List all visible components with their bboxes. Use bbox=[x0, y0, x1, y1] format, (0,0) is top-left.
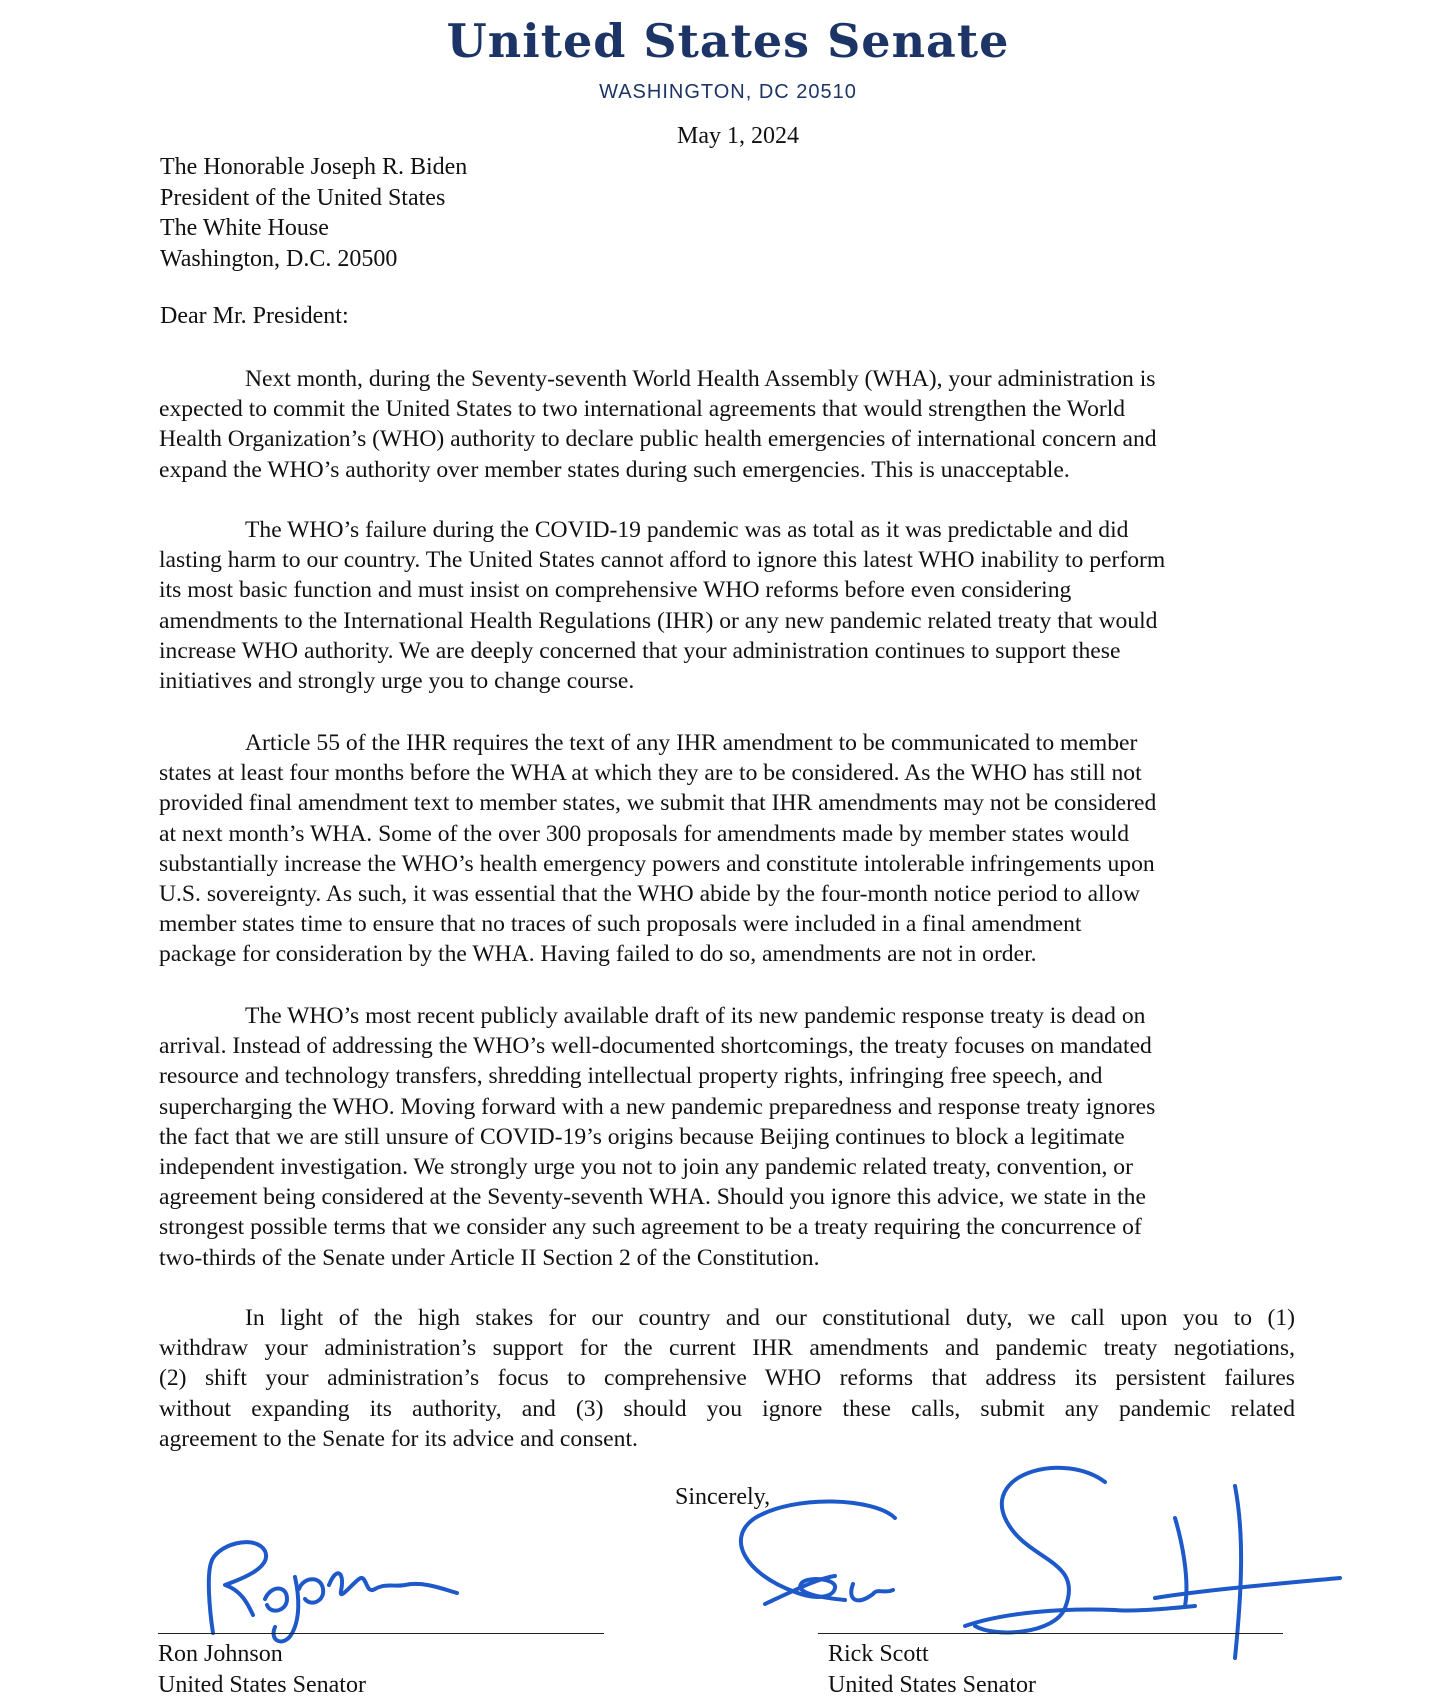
paragraph-line: Health Organization’s (WHO) authority to declare public health emergencies of international concern and bbox=[159, 426, 1157, 453]
paragraph-line: the fact that we are still unsure of COVID-19’s origins because Beijing continues to block a legitimate bbox=[159, 1123, 1125, 1150]
paragraph-line: The WHO’s most recent publicly available draft of its new pandemic response treaty is dead on bbox=[245, 1003, 1146, 1029]
recipient-line: The White House bbox=[160, 215, 329, 241]
recipient-line: President of the United States bbox=[160, 184, 446, 211]
paragraph-line: increase WHO authority. We are deeply concerned that your administration continues to support these bbox=[159, 637, 1121, 664]
salutation: Dear Mr. President: bbox=[160, 303, 349, 329]
paragraph-line: agreement being considered at the Seventy-seventh WHA. Should you ignore this advice, we state in the bbox=[159, 1184, 1146, 1211]
paragraph-line: amendments to the International Health Regulations (IHR) or any new pandemic related treaty that would bbox=[159, 607, 1158, 634]
paragraph-line: substantially increase the WHO’s health emergency powers and constitute intolerable infringements upon bbox=[159, 850, 1155, 877]
paragraph-line: expand the WHO’s authority over member states during such emergencies. This is unacceptable. bbox=[159, 456, 1070, 483]
paragraph-line: resource and technology transfers, shredding intellectual property rights, infringing free speech, and bbox=[159, 1063, 1103, 1090]
recipient-line: The Honorable Joseph R. Biden bbox=[160, 154, 468, 180]
paragraph-line: provided final amendment text to member states, we submit that IHR amendments may not be considered bbox=[159, 790, 1157, 817]
paragraph-line: Next month, during the Seventy-seventh World Health Assembly (WHA), your administration is bbox=[245, 366, 1156, 392]
letterhead-title: United States Senate bbox=[446, 14, 1010, 68]
paragraph-line: U.S. sovereignty. As such, it was essential that the WHO abide by the four-month notice period to allow bbox=[159, 881, 1141, 908]
signer-title: United States Senator bbox=[828, 1671, 1036, 1698]
rick-scott-signature bbox=[735, 1458, 1355, 1668]
signer-name: Ron Johnson bbox=[158, 1641, 283, 1667]
recipient-address bbox=[160, 152, 467, 274]
paragraph-line: Article 55 of the IHR requires the text of any IHR amendment to be communicated to member bbox=[245, 730, 1138, 756]
body-paragraph-5 bbox=[159, 1303, 1295, 1454]
body-paragraph-3 bbox=[159, 728, 1295, 970]
paragraph-line: The WHO’s failure during the COVID-19 pandemic was as total as it was predictable and did bbox=[245, 517, 1129, 543]
signer-block-right bbox=[828, 1639, 1036, 1700]
body-paragraph-2 bbox=[159, 515, 1295, 696]
paragraph-line: strongest possible terms that we consider any such agreement to be a treaty requiring the concurrence of bbox=[159, 1214, 1142, 1241]
paragraph-line: expected to commit the United States to two international agreements that would strengthen the World bbox=[159, 396, 1126, 423]
paragraph-line: package for consideration by the WHA. Having failed to do so, amendments are not in order. bbox=[159, 941, 1037, 968]
paragraph-line: at next month’s WHA. Some of the over 300 proposals for amendments made by member states would bbox=[159, 820, 1129, 847]
signature-line-left bbox=[158, 1633, 604, 1634]
paragraph-line: initiatives and strongly urge you to change course. bbox=[159, 668, 635, 695]
paragraph-line: independent investigation. We strongly urge you not to join any pandemic related treaty, convention, or bbox=[159, 1154, 1133, 1181]
letter-date: May 1, 2024 bbox=[677, 123, 799, 149]
paragraph-line: arrival. Instead of addressing the WHO’s well-documented shortcomings, the treaty focuses on mandated bbox=[159, 1033, 1152, 1060]
letterhead-address: WASHINGTON, DC 20510 bbox=[599, 81, 857, 103]
ron-johnson-signature bbox=[195, 1515, 465, 1655]
body-paragraph-4 bbox=[159, 1001, 1295, 1273]
paragraph-line: agreement to the Senate for its advice and consent. bbox=[159, 1425, 638, 1452]
paragraph-line: supercharging the WHO. Moving forward with a new pandemic preparedness and response treaty ignores bbox=[159, 1093, 1156, 1120]
paragraph-line: two-thirds of the Senate under Article II Section 2 of the Constitution. bbox=[159, 1244, 820, 1271]
signer-name: Rick Scott bbox=[828, 1641, 929, 1667]
paragraph-line: withdraw your administration’s support for the current IHR amendments and pandemic treaty negotiations, bbox=[159, 1335, 1295, 1362]
paragraph-line: member states time to ensure that no traces of such proposals were included in a final amendment bbox=[159, 911, 1082, 938]
signer-title: United States Senator bbox=[158, 1671, 366, 1698]
paragraph-line: lasting harm to our country. The United States cannot afford to ignore this latest WHO inability to perform bbox=[159, 547, 1166, 574]
paragraph-line: states at least four months before the WHA at which they are to be considered. As the WHO has still not bbox=[159, 760, 1142, 787]
paragraph-line: (2) shift your administration’s focus to comprehensive WHO reforms that address its persistent failures bbox=[159, 1365, 1295, 1392]
signature-line-right bbox=[818, 1633, 1283, 1634]
paragraph-line: without expanding its authority, and (3) should you ignore these calls, submit any pandemic related bbox=[159, 1395, 1295, 1422]
paragraph-line: In light of the high stakes for our country and our constitutional duty, we call upon you to (1) bbox=[245, 1305, 1295, 1331]
signer-block-left bbox=[158, 1639, 366, 1700]
closing: Sincerely, bbox=[675, 1484, 771, 1510]
body-paragraph-1 bbox=[159, 364, 1295, 485]
recipient-line: Washington, D.C. 20500 bbox=[160, 245, 398, 272]
paragraph-line: its most basic function and must insist on comprehensive WHO reforms before even considering bbox=[159, 577, 1072, 604]
